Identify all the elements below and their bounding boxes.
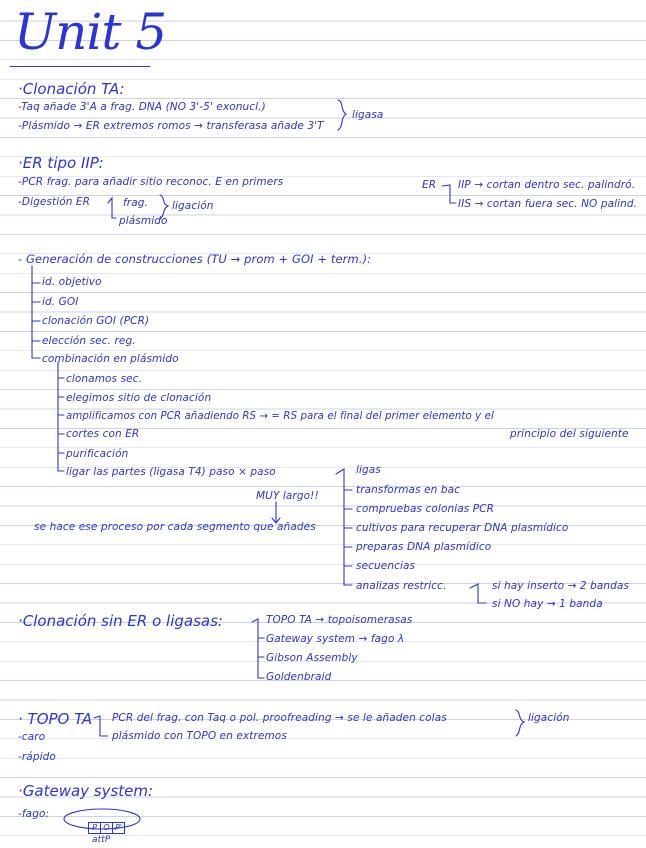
note-muy-largo: MUY largo!! bbox=[256, 490, 319, 502]
list-item: id. objetivo bbox=[42, 276, 102, 288]
sub-item: purificación bbox=[66, 448, 129, 460]
tree-line bbox=[32, 266, 40, 358]
section-heading-sin-er: ·Clonación sin ER o ligasas: bbox=[18, 612, 223, 630]
list-item: elección sec. reg. bbox=[42, 335, 136, 347]
step-item: secuencias bbox=[356, 560, 416, 572]
method-item: Gateway system → fago λ bbox=[266, 633, 405, 645]
note-line: -PCR frag. para añadir sitio reconoc. E en primers bbox=[18, 176, 284, 188]
note-caro: -caro bbox=[18, 731, 46, 743]
brace bbox=[516, 710, 524, 736]
list-item: clonación GOI (PCR) bbox=[42, 315, 150, 327]
step-item: transformas en bac bbox=[356, 484, 461, 496]
bracket bbox=[336, 469, 352, 585]
att-box-p: P bbox=[88, 822, 101, 834]
step-item: ligas bbox=[356, 464, 381, 476]
method-item: Goldenbraid bbox=[266, 671, 332, 683]
bracket bbox=[252, 619, 264, 678]
note-line: -Taq añade 3'A a frag. DNA (NO 3'-5' exonucl.) bbox=[18, 101, 266, 113]
label-plasmido: plásmido bbox=[119, 215, 168, 227]
sub-item: ligar las partes (ligasa T4) paso × paso bbox=[66, 466, 276, 478]
step-item: analizas restricc. bbox=[356, 580, 447, 592]
label-ligacion: ligación bbox=[172, 200, 214, 212]
result-no-hay: si NO hay → 1 banda bbox=[492, 598, 603, 610]
result-si-hay: si hay inserto → 2 bandas bbox=[492, 580, 630, 592]
sub-item: elegimos sitio de clonación bbox=[66, 392, 212, 404]
bracket bbox=[108, 198, 116, 218]
att-box-o: O bbox=[100, 822, 113, 834]
bracket bbox=[442, 185, 456, 203]
sub-item: cortes con ER bbox=[66, 428, 140, 440]
section-heading-gateway: ·Gateway system: bbox=[18, 782, 154, 800]
label-frag: frag. bbox=[123, 197, 148, 209]
note-line: -Plásmido → ER extremos romos → transferasa añade 3'T bbox=[18, 120, 324, 132]
page-title: Unit 5 bbox=[14, 3, 167, 61]
step-item: compruebas colonias PCR bbox=[356, 503, 495, 515]
att-box-p-prime: P' bbox=[112, 822, 125, 834]
sub-item: amplificamos con PCR añadiendo RS → = RS para el final del primer elemento y el bbox=[66, 411, 494, 422]
sub-item-continued: principio del siguiente bbox=[510, 428, 629, 440]
method-item: TOPO TA → topoisomerasas bbox=[266, 614, 413, 626]
list-item: id. GOI bbox=[42, 296, 79, 308]
note-fago: -fago: bbox=[18, 808, 50, 820]
er-iip-note: IIP → cortan dentro sec. palindró. bbox=[458, 179, 636, 191]
section-heading-topo-ta: · TOPO TA bbox=[18, 710, 93, 728]
brace bbox=[338, 100, 346, 130]
section-heading-er-tipo-iip: ·ER tipo IIP: bbox=[18, 154, 104, 172]
list-item: combinación en plásmido bbox=[42, 353, 179, 365]
sub-item: clonamos sec. bbox=[66, 373, 143, 385]
note-proceso: se hace ese proceso por cada segmento que añades bbox=[34, 521, 316, 533]
step-item: cultivos para recuperar DNA plasmídico bbox=[356, 522, 569, 534]
tree-line bbox=[58, 362, 64, 471]
label-attp: attP bbox=[92, 835, 111, 845]
bracket bbox=[94, 716, 108, 736]
topo-note: plásmido con TOPO en extremos bbox=[112, 730, 287, 742]
title-underline bbox=[10, 66, 150, 67]
er-iis-note: IIS → cortan fuera sec. NO palind. bbox=[458, 198, 638, 210]
topo-note: PCR del frag. con Taq o pol. proofreading → se le añaden colas bbox=[112, 712, 447, 724]
note-line: -Digestión ER bbox=[18, 196, 91, 208]
section-heading-clonacion-ta: ·Clonación TA: bbox=[18, 80, 125, 98]
brace-label-ligacion: ligación bbox=[528, 712, 570, 724]
label-er: ER bbox=[422, 179, 437, 191]
note-rapido: -rápido bbox=[18, 751, 56, 763]
bracket bbox=[470, 584, 486, 603]
method-item: Gibson Assembly bbox=[266, 652, 358, 664]
brace-label-ligasa: ligasa bbox=[352, 109, 384, 121]
section-heading-generacion: - Generación de construcciones (TU → prom + GOI + term.): bbox=[18, 252, 372, 266]
step-item: preparas DNA plasmídico bbox=[356, 541, 492, 553]
